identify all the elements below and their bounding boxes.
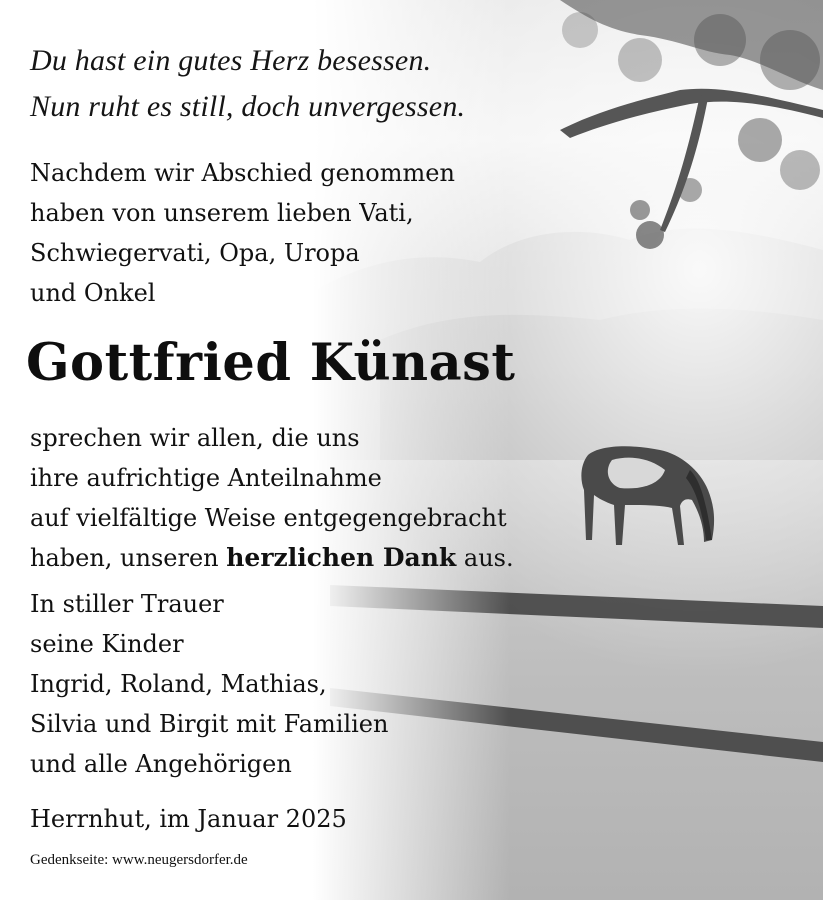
intro-line-1: Nachdem wir Abschied genommen	[30, 159, 455, 187]
thanks-paragraph	[30, 418, 590, 578]
intro-paragraph	[30, 153, 550, 313]
intro-line-3: Schwiegervati, Opa, Uropa	[30, 239, 360, 267]
verse-line-2: Nun ruht es still, doch unvergessen.	[30, 90, 466, 123]
mourners-line-3: Ingrid, Roland, Mathias,	[30, 670, 327, 698]
deceased-name: Gottfried Künast	[26, 333, 516, 393]
thanks-line-1: sprechen wir allen, die uns	[30, 424, 360, 452]
mourners-list	[30, 584, 550, 784]
thanks-line-4-start: haben, unseren	[30, 544, 227, 572]
thanks-line-2: ihre aufrichtige Anteilnahme	[30, 464, 382, 492]
place-and-date: Herrnhut, im Januar 2025	[30, 805, 347, 833]
mourners-line-2: seine Kinder	[30, 630, 184, 658]
thanks-line-4	[30, 538, 590, 578]
thanks-line-3: auf vielfältige Weise entgegengebracht	[30, 504, 507, 532]
mourners-line-1: In stiller Trauer	[30, 590, 224, 618]
heartfelt-thanks: herzlichen Dank	[226, 543, 457, 572]
intro-line-4: und Onkel	[30, 279, 156, 307]
memorial-verse	[30, 38, 550, 130]
mourners-line-5: und alle Angehörigen	[30, 750, 292, 778]
memorial-website: Gedenkseite: www.neugersdorfer.de	[30, 852, 248, 868]
intro-line-2: haben von unserem lieben Vati,	[30, 199, 414, 227]
verse-line-1: Du hast ein gutes Herz besessen.	[30, 44, 432, 77]
mourners-line-4: Silvia und Birgit mit Familien	[30, 710, 389, 738]
thanks-line-4-end: aus.	[456, 544, 514, 572]
